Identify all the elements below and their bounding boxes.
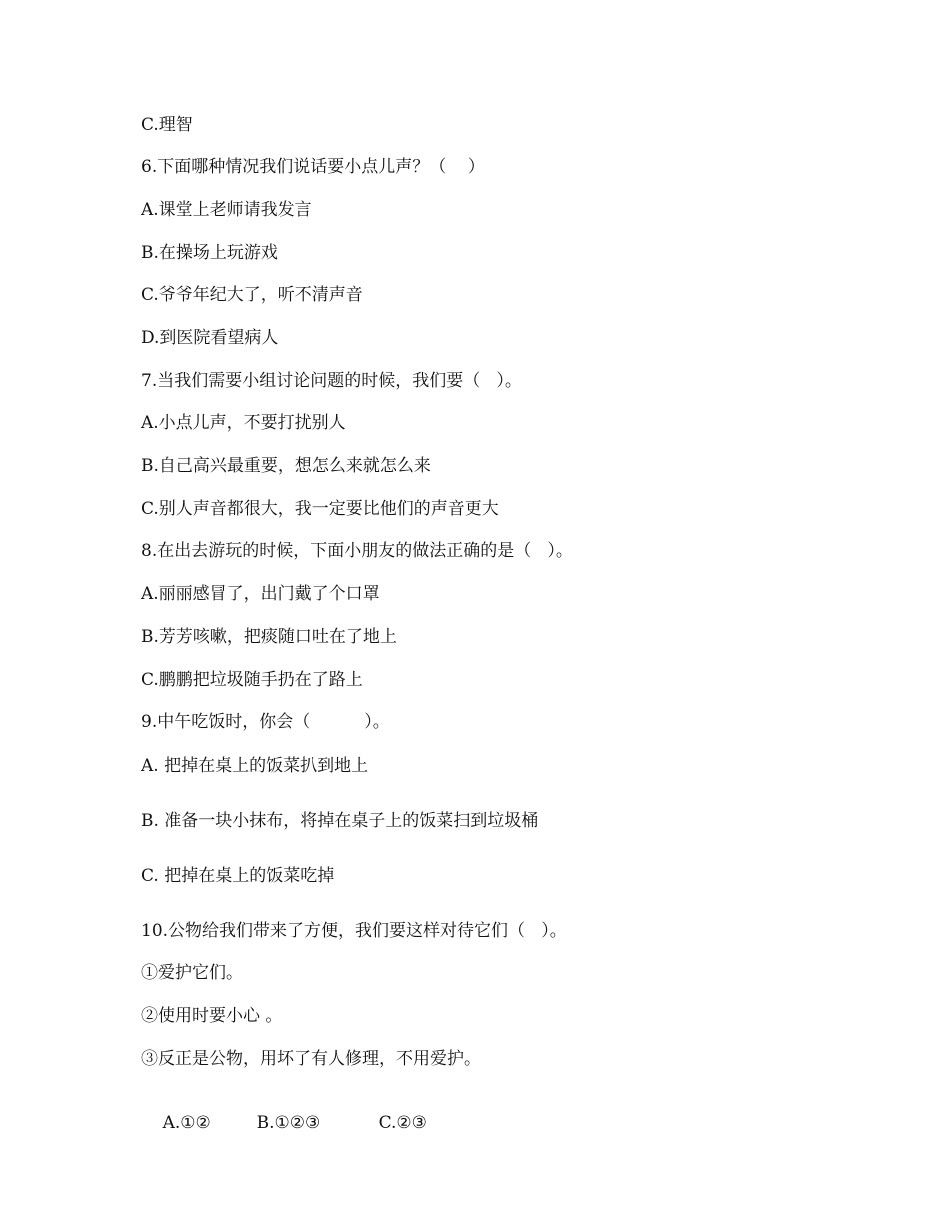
question-10-option-b: B.①②③: [256, 1113, 321, 1133]
question-6-option-a: A.课堂上老师请我发言: [141, 200, 312, 220]
question-7-option-b: B.自己高兴最重要，想怎么来就怎么来: [141, 456, 431, 476]
question-6-option-c: C.爷爷年纪大了，听不清声音: [141, 285, 363, 305]
question-7-option-a: A.小点儿声，不要打扰别人: [141, 413, 346, 433]
question-8-option-c: C.鹏鹏把垃圾随手扔在了路上: [141, 670, 363, 690]
text-line-c-rational: C.理智: [141, 115, 193, 135]
question-10-options: [141, 1090, 427, 1156]
question-6-option-b: B.在操场上玩游戏: [141, 243, 278, 263]
question-10-option-c: C.②③: [378, 1113, 427, 1133]
question-8-option-a: A.丽丽感冒了，出门戴了个口罩: [141, 584, 380, 604]
question-10-item-2: ②使用时要小心 。: [141, 1006, 283, 1026]
question-8: 8.在出去游玩的时候，下面小朋友的做法正确的是（ ）。: [141, 541, 573, 561]
question-7: 7.当我们需要小组讨论问题的时候，我们要（ ）。: [141, 371, 522, 391]
question-9-option-a: A. 把掉在桌上的饭菜扒到地上: [141, 756, 369, 776]
question-9: 9.中午吃饭时，你会（ ）。: [141, 712, 390, 732]
question-7-option-c: C.别人声音都很大，我一定要比他们的声音更大: [141, 499, 499, 519]
question-6-option-d: D.到医院看望病人: [141, 328, 279, 348]
question-10: 10.公物给我们带来了方便，我们要这样对待它们（ ）。: [141, 921, 567, 941]
question-10-option-a: A.①②: [162, 1113, 211, 1133]
question-9-option-c: C. 把掉在桌上的饭菜吃掉: [141, 866, 335, 886]
question-10-item-3: ③反正是公物，用坏了有人修理，不用爱护。: [141, 1049, 481, 1069]
question-9-option-b: B. 准备一块小抹布，将掉在桌子上的饭菜扫到垃圾桶: [141, 811, 539, 831]
question-6: 6.下面哪种情况我们说话要小点儿声？（ ）: [141, 157, 485, 177]
question-10-item-1: ①爱护它们。: [141, 963, 243, 983]
question-8-option-b: B.芳芳咳嗽，把痰随口吐在了地上: [141, 627, 397, 647]
